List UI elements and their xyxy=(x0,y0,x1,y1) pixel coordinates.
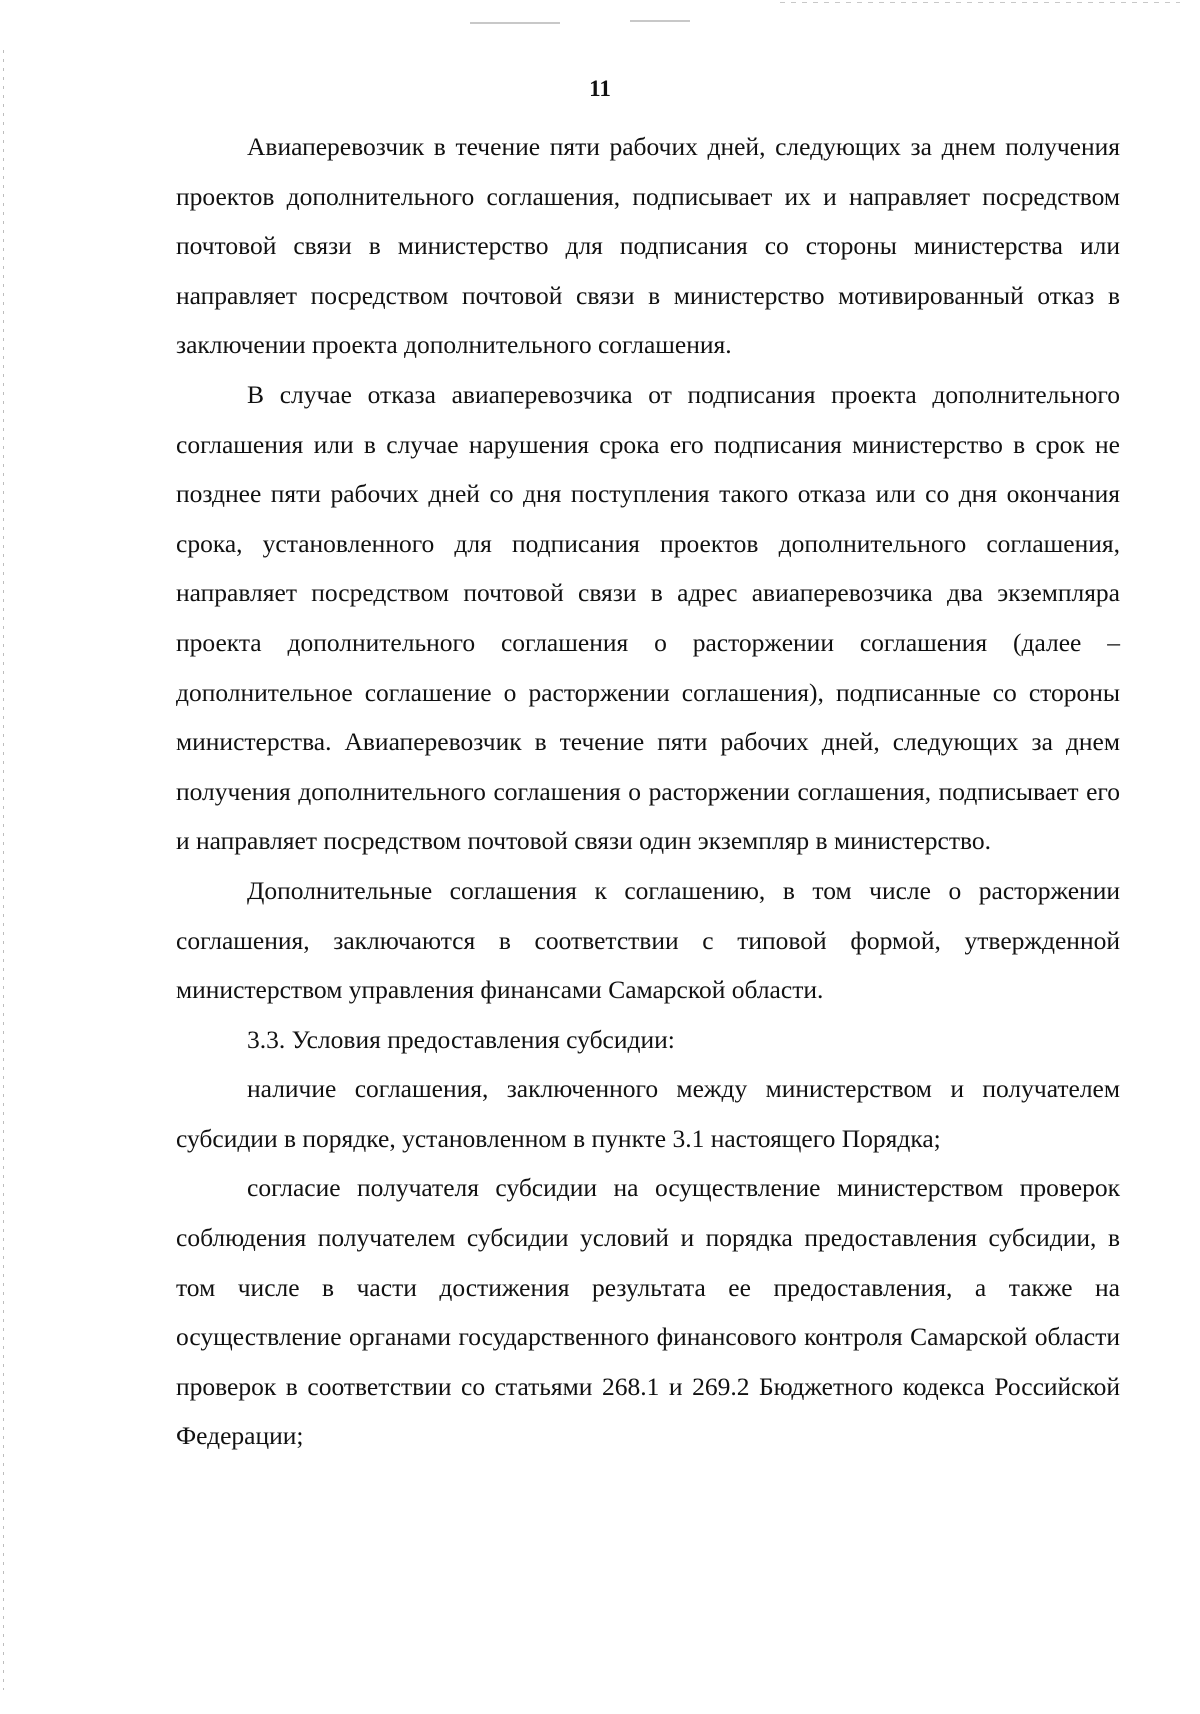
scan-edge-left xyxy=(3,50,4,1690)
paragraph: наличие соглашения, заключенного между министерством и получателем субсидии в порядке, установленном в пункте 3.1 настоящего Порядка; xyxy=(176,1074,1120,1153)
paragraph: 3.3. Условия предоставления субсидии: xyxy=(247,1024,675,1054)
paragraph: Авиаперевозчик в течение пяти рабочих дней, следующих за днем получения проектов дополнительного соглашения, подписывает их и направляет посредством почтовой связи в министерство для подписания со стороны министерства или направляет посредством почтовой связи в министерство мотивированный отказ в заключении проекта дополнительного соглашения. xyxy=(176,132,1120,360)
scan-artifact xyxy=(630,20,690,22)
page-number: 11 xyxy=(589,76,611,101)
document-body xyxy=(176,122,1120,1461)
paragraph: согласие получателя субсидии на осуществление министерством проверок соблюдения получателем субсидии условий и порядка предоставления субсидии, в том числе в части достижения результата ее предоставления, а также на осуществление органами государственного финансового контроля Самарской области проверок в соответствии со статьями 268.1 и 269.2 Бюджетного кодекса Российской Федерации; xyxy=(176,1173,1120,1451)
scan-edge-top xyxy=(780,2,1180,3)
paragraph: Дополнительные соглашения к соглашению, в том числе о расторжении соглашения, заключаются в соответствии с типовой формой, утвержденной министерством управления финансами Самарской области. xyxy=(176,875,1120,1005)
paragraph: В случае отказа авиаперевозчика от подписания проекта дополнительного соглашения или в случае нарушения срока его подписания министерство в срок не позднее пяти рабочих дней со дня поступления такого отказа или со дня окончания срока, установленного для подписания проектов дополнительного соглашения, направляет посредством почтовой связи в адрес авиаперевозчика два экземпляра проекта дополнительного соглашения о расторжении соглашения (далее – дополнительное соглашение о расторжении соглашения), подписанные со стороны министерства. Авиаперевозчик в течение пяти рабочих дней, следующих за днем получения дополнительного соглашения о расторжении соглашения, подписывает его и направляет посредством почтовой связи один экземпляр в министерство. xyxy=(176,379,1120,856)
scan-artifact xyxy=(470,22,560,24)
